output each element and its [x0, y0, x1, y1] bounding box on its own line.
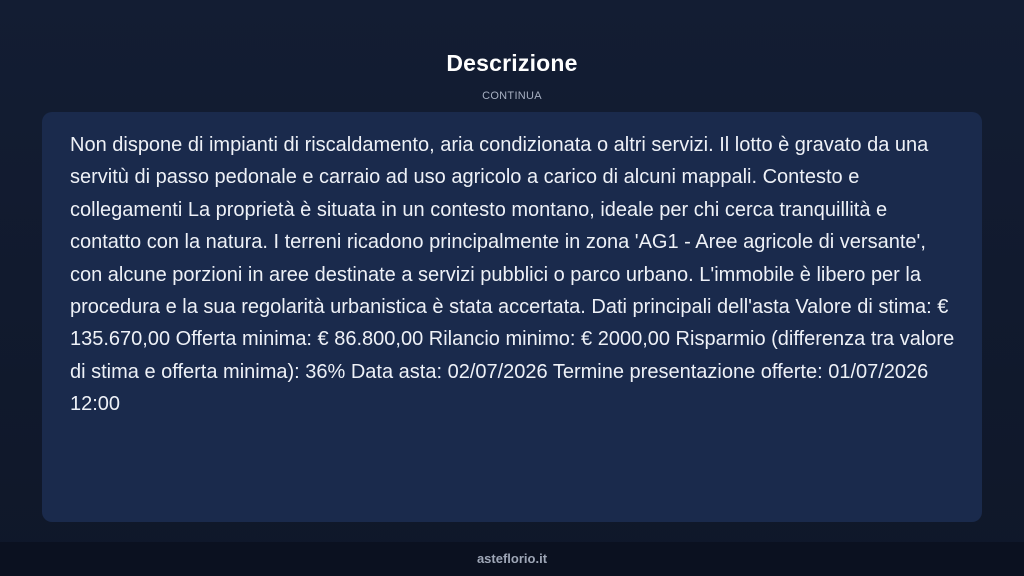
footer-bar: [0, 542, 1024, 576]
site-name: asteflorio.it: [476, 551, 548, 566]
description-card: [42, 112, 982, 522]
description-text: Non dispone di impianti di riscaldamento, aria condizionata o altri servizi. Il lotto è gravato da una servitù di passo pedonale e carraio ad uso agricolo a carico di alcuni mappali. Contesto e collegamenti La proprietà è situata in un contesto montano, ideale per chi cerca tranquillità e contatto con la natura. I terreni ricadono principalmente in zona 'AG1 - Aree agricole di versante', con alcune porzioni in aree destinate a servizi pubblici o parco urbano. L'immobile è libero per la procedura e la sua regolarità urbanistica è stata accertata. Dati principali dell'asta Valore di stima: € 135.670,00 Offerta minima: € 86.800,00 Rilancio minimo: € 2000,00 Risparmio (differenza tra valore di stima e offerta minima): 36% Data asta: 02/07/2026 Termine presentazione offerte: 01/07/2026 12:00: [70, 134, 955, 416]
continue-label: CONTINUA: [482, 90, 542, 102]
page-title: Descrizione: [446, 50, 578, 76]
